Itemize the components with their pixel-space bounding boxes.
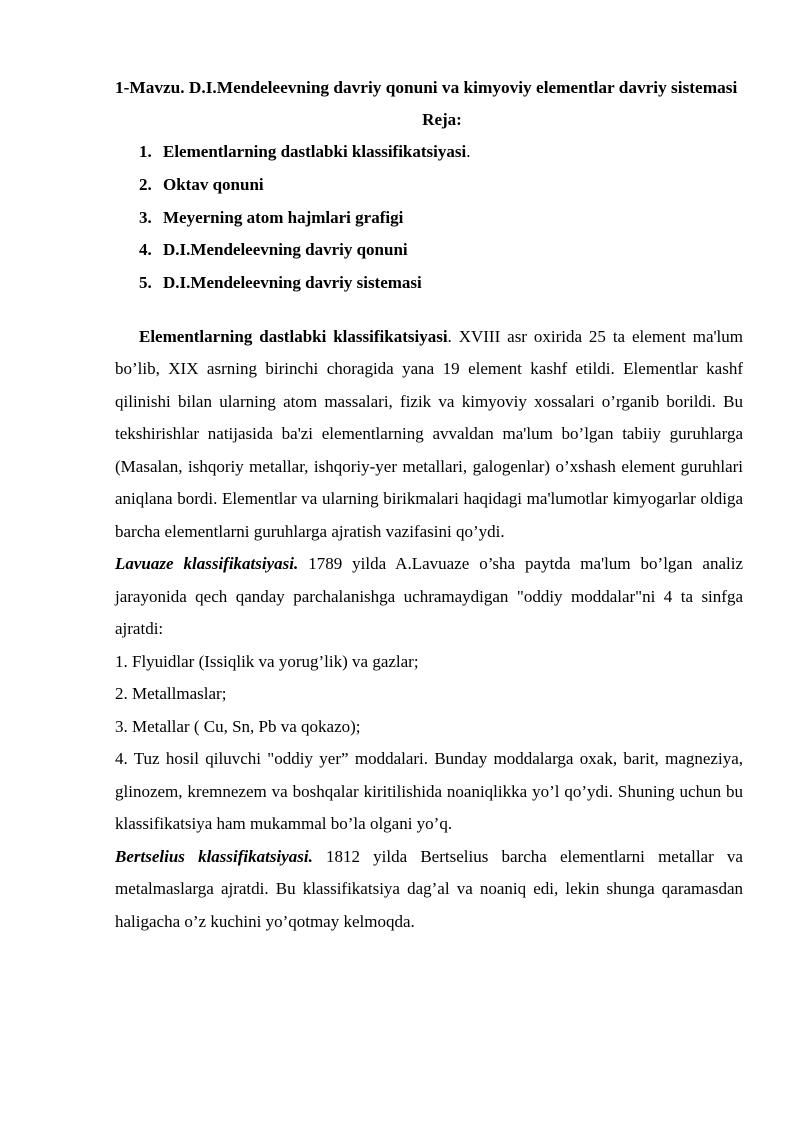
section-body: 1812 yilda Bertselius barcha elementlarni metallar va metalmaslarga ajratdi. Bu klassifikatsiya dag’al va noaniq edi, lekin shunga qaramasdan haligacha o’z kuchini yo’qotmay kelmoqda. [115,846,743,931]
section-body: . XVIII asr oxirida 25 ta element ma'lum bo’lib, XIX asrning birinchi choragida yana 19 element kashf etildi. Elementlar kashf qilinishi bilan ularning atom massalari, fizik va kimyoviy xossalari o’rganib borildi. Bu tekshirishlar natijasida ba'zi elementlarning avvaldan ma'lum bo’lgan tabiiy guruhlarga (Masalan, ishqoriy metallar, ishqoriy-yer metallari, galogenlar) o’xshash element guruhlari aniqlana bordi. Elementlar va ularning birikmalari haqidagi ma'lumotlar kimyogarlar oldiga barcha elementlarni guruhlarga ajratish vazifasini qo’ydi. [115,326,743,541]
section-heading: Lavuaze klassifikatsiyasi. [115,554,299,574]
section-heading: Bertselius klassifikatsiyasi. [115,846,313,866]
lavuaze-item: 1. Flyuidlar (Issiqlik va yorug’lik) va gazlar; [115,651,419,671]
plan-item-text: Meyerning atom hajmlari grafigi [163,207,404,227]
plan-item [139,169,743,202]
plan-item-text: D.I.Mendeleevning davriy sistemasi [163,273,422,293]
plan-item-tail: . [466,142,471,161]
plan-heading: Reja: [422,110,462,129]
plan-item-number: 3. [139,207,152,227]
section-bertselius [115,841,743,939]
plan-item-number: 4. [139,240,152,260]
section-lavuaze [115,548,743,646]
plan-list [115,136,743,300]
page-title: 1-Mavzu. D.I.Mendeleevning davriy qonuni va kimyoviy elementlar davriy sistemasi [115,78,738,97]
plan-item-number: 1. [139,142,152,161]
lavuaze-item: 2. Metallmaslar; [115,684,227,704]
document-content [115,72,743,938]
lavuaze-item: 3. Metallar ( Cu, Sn, Pb va qokazo); [115,716,361,736]
plan-item [139,234,743,267]
section-heading: Elementlarning dastlabki klassifikatsiyasi [139,326,448,346]
lavuaze-item: 4. Tuz hosil qiluvchi "oddiy yer” moddalari. Bunday moddalarga oxak, barit, magneziya, glinozem, kremnezem va boshqalar kiritilishida noaniqlikka yo’l qo’ydi. Shuning uchun bu klassifikatsiya ham mukammal bo’la olgani yo’q. [115,749,743,834]
plan-item-text: Oktav qonuni [163,174,264,194]
plan-item-number: 2. [139,174,152,194]
section-early-classification [115,321,743,549]
section-body: 1789 yilda A.Lavuaze o’sha paytda ma'lum bo’lgan analiz jarayonida qech qanday parchalanishga uchramaydigan "oddiy moddalar"ni 4 ta sinfga ajratdi: [115,554,743,639]
plan-item [139,136,743,169]
plan-item-text: D.I.Mendeleevning davriy qonuni [163,240,408,260]
spacer [115,300,743,321]
plan-item-text: Elementlarning dastlabki klassifikatsiyasi [163,142,467,161]
plan-item [139,202,743,235]
plan-item-number: 5. [139,273,152,293]
plan-item [139,267,743,300]
